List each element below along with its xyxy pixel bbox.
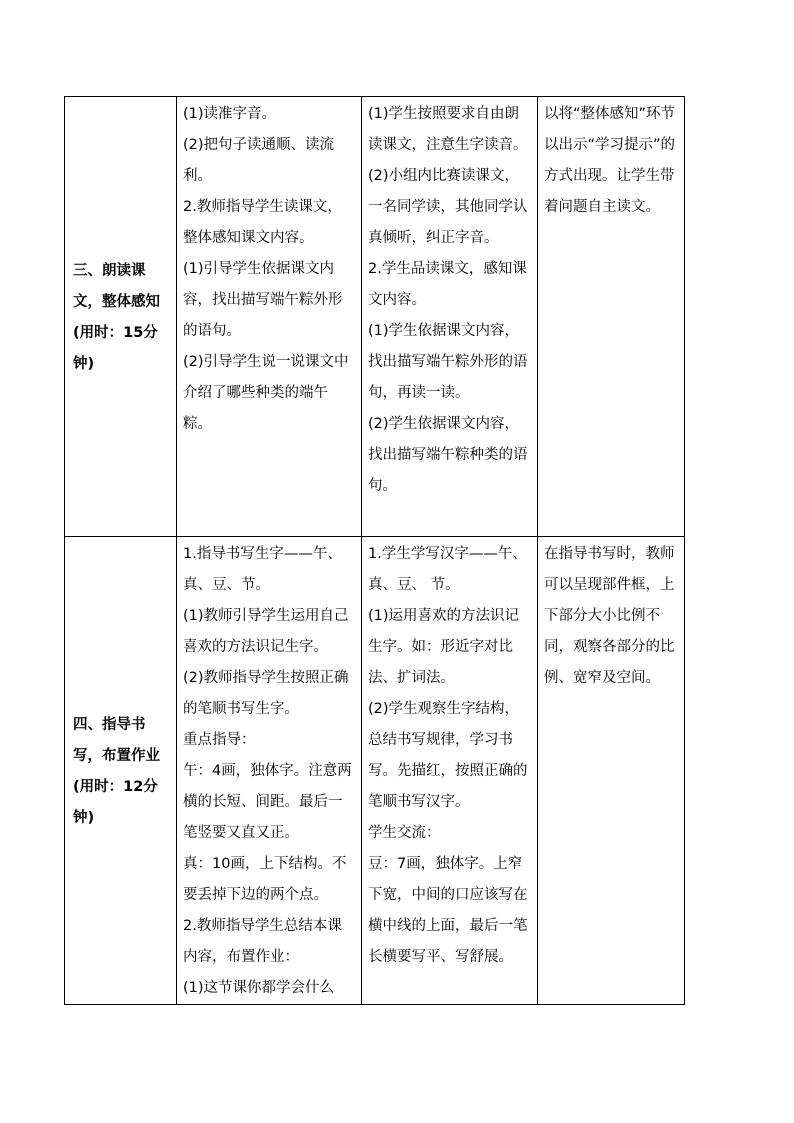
- text-line: (1)学生依据课文内容，找出描写端午粽外形的语句，再读一读。: [368, 323, 528, 401]
- text-line: (1)引导学生依据课文内容，找出描写端午粽外形的语句。: [183, 261, 343, 339]
- teacher-activity-cell: [177, 537, 362, 1005]
- lesson-plan-table: [64, 96, 685, 1005]
- design-note-cell: [538, 537, 685, 1005]
- stage-cell: 三、朗读课文，整体感知(用时：15分钟): [65, 97, 177, 537]
- text-line: (1)教师引导学生运用自己喜欢的方法识记生字。: [183, 608, 349, 655]
- text-line: 2.学生品读课文，感知课文内容。: [368, 261, 527, 308]
- text-line: 重点指导：: [183, 732, 256, 748]
- design-note-cell: [538, 97, 685, 537]
- stage-cell: 四、指导书写，布置作业(用时：12分钟): [65, 537, 177, 1005]
- table-row: [65, 97, 685, 537]
- text-line: (2)引导学生说一说课文中介绍了哪些种类的端午粽。: [183, 354, 349, 432]
- text-line: (1)运用喜欢的方法识记生字。如：形近字对比法、扩词法。: [368, 608, 520, 686]
- text-line: 午：4画，独体字。注意两横的长短、间距。最后一笔竖要又直又正。: [183, 763, 352, 841]
- text-line: (2)教师指导学生按照正确的笔顺书写生字。: [183, 670, 349, 717]
- text-line: (2)学生依据课文内容，找出描写端午粽种类的语句。: [368, 416, 528, 494]
- text-line: 学生交流：: [368, 825, 441, 841]
- text-line: 2.教师指导学生读课文，整体感知课文内容。: [183, 199, 342, 246]
- student-activity-cell: [362, 537, 538, 1005]
- table-row: [65, 537, 685, 1005]
- text-line: (2)学生观察生字结构，总结书写规律，学习书写。先描红，按照正确的笔顺书写汉字。: [368, 701, 528, 810]
- text-line: (1)学生按照要求自由朗读课文，注意生字读音。: [368, 106, 528, 153]
- text-line: (1)读准字音。: [183, 106, 277, 122]
- text-line: 在指导书写时，教师可以呈现部件框，上下部分大小比例不同，观察各部分的比例、宽窄及空间。: [544, 546, 675, 686]
- text-line: 1.指导书写生字——午、真、豆、节。: [183, 546, 342, 593]
- student-activity-cell: [362, 97, 538, 537]
- text-line: 2.教师指导学生总结本课内容，布置作业：: [183, 918, 342, 965]
- text-line: 1.学生学写汉字——午、真、豆、 节。: [368, 546, 527, 593]
- text-line: (1)这节课你都学会什么: [183, 980, 335, 996]
- text-line: (2)把句子读通顺、读流利。: [183, 137, 335, 184]
- text-line: (2)小组内比赛读课文，一名同学读，其他同学认真倾听，纠正字音。: [368, 168, 528, 246]
- text-line: 真：10画，上下结构。不要丢掉下边的两个点。: [183, 856, 347, 903]
- text-line: 豆：7画，独体字。上窄下宽，中间的口应该写在横中线的上面，最后一笔长横要写平、写舒展。: [368, 856, 528, 965]
- teacher-activity-cell: [177, 97, 362, 537]
- text-line: 以将“整体感知”环节以出示“学习提示”的方式出现。让学生带着问题自主读文。: [544, 106, 676, 215]
